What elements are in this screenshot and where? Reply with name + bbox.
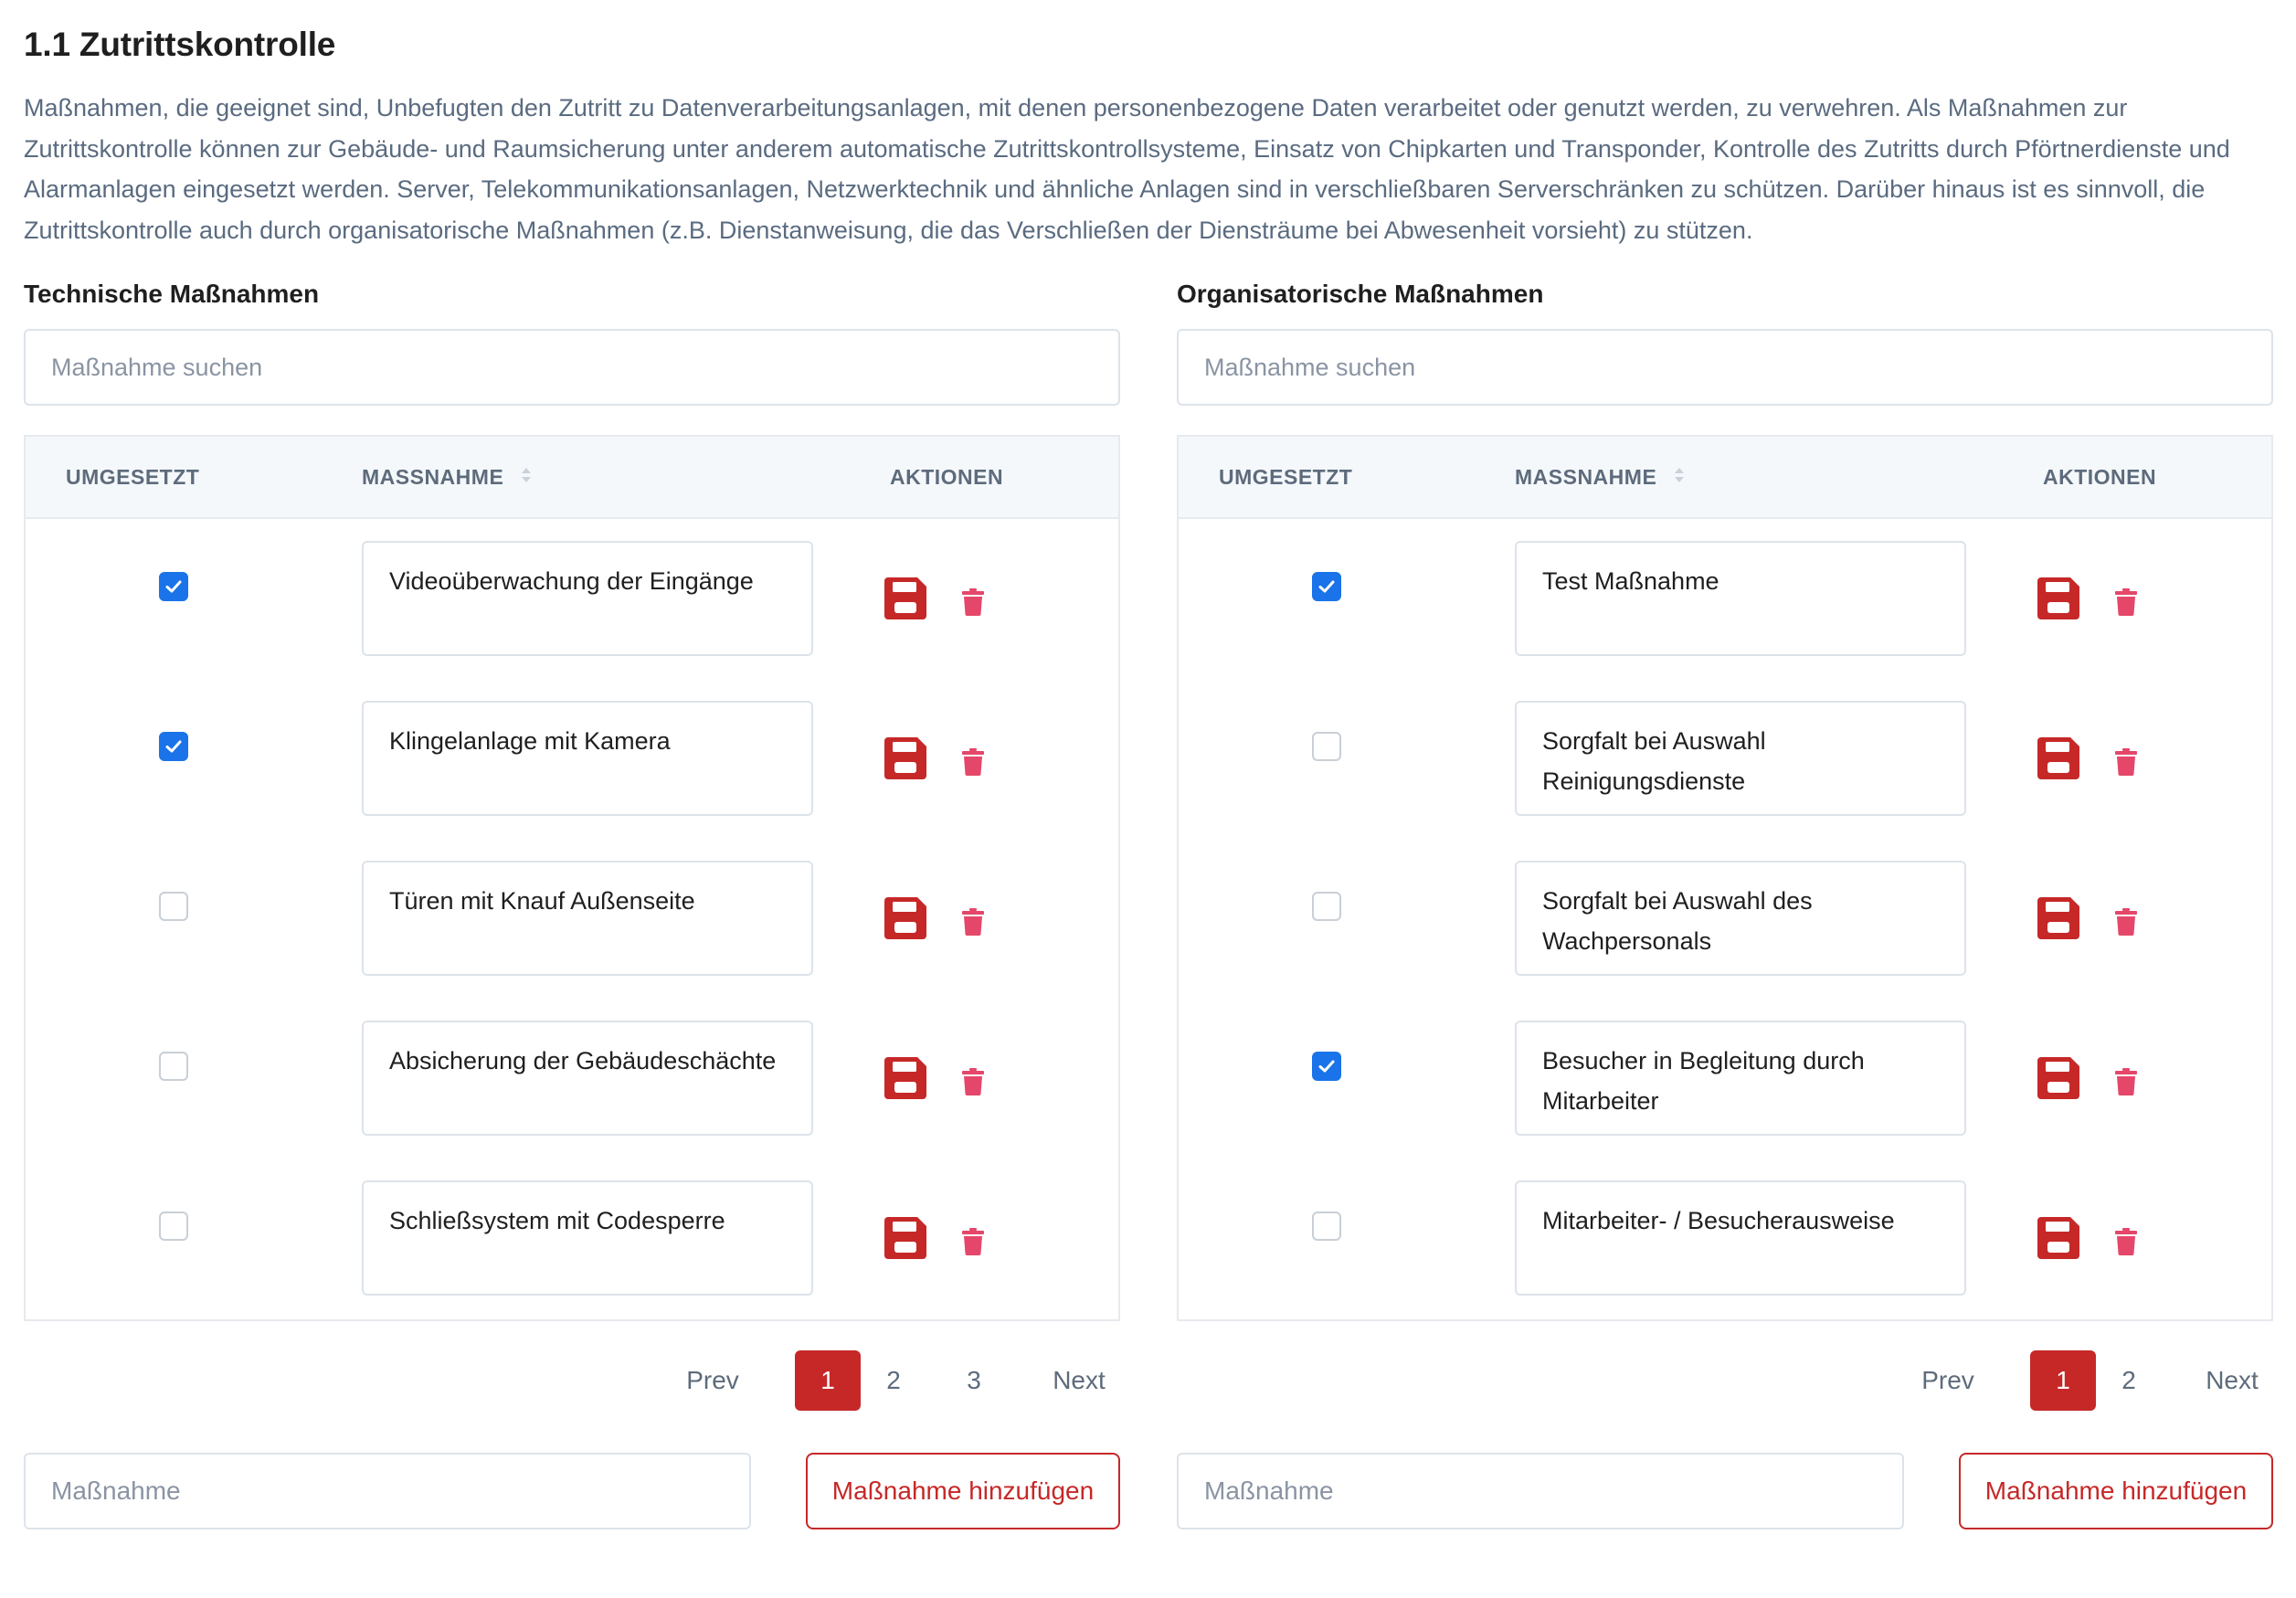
trash-icon[interactable]: [2114, 1068, 2138, 1095]
technical-add-measure-input[interactable]: [24, 1453, 751, 1529]
measure-field[interactable]: Sorgfalt bei Auswahl des Wachpersonals: [1515, 861, 1966, 976]
trash-icon[interactable]: [961, 588, 985, 616]
header-actions: AKTIONEN: [890, 465, 1004, 489]
save-icon[interactable]: [2037, 737, 2079, 779]
table-row: [1179, 519, 2271, 679]
implemented-checkbox[interactable]: [159, 1212, 188, 1241]
table-row: [1179, 679, 2271, 839]
implemented-checkbox[interactable]: [1312, 732, 1341, 761]
table-row: [1179, 999, 2271, 1159]
save-icon[interactable]: [2037, 1217, 2079, 1259]
page-button-2[interactable]: 2: [886, 1366, 901, 1394]
implemented-checkbox[interactable]: [1312, 1212, 1341, 1241]
table-header: [26, 437, 1118, 519]
technical-measures-title: Technische Maßnahmen: [24, 280, 320, 308]
save-icon[interactable]: [2037, 1057, 2079, 1099]
header-measure-label: MASSNAHME: [1515, 465, 1657, 489]
sort-icon[interactable]: [1673, 437, 1686, 517]
table-row: [1179, 1159, 2271, 1318]
trash-icon[interactable]: [961, 1228, 985, 1255]
organisational-search-input[interactable]: [1177, 329, 2273, 406]
table-row: [26, 1159, 1118, 1318]
save-icon[interactable]: [884, 577, 926, 619]
table-header: [1179, 437, 2271, 519]
header-measure-label: MASSNAHME: [362, 465, 504, 489]
section-title: 1.1 Zutrittskontrolle: [24, 26, 336, 63]
header-measure[interactable]: [362, 437, 533, 517]
organisational-measures-table: [1177, 435, 2273, 1321]
organisational-measures-panel: [1177, 274, 2273, 1553]
measure-field[interactable]: Besucher in Begleitung durch Mitarbeiter: [1515, 1021, 1966, 1136]
save-icon[interactable]: [2037, 897, 2079, 939]
save-icon[interactable]: [2037, 577, 2079, 619]
measure-field[interactable]: Videoüberwachung der Eingänge: [362, 541, 813, 656]
measure-field[interactable]: Klingelanlage mit Kamera: [362, 701, 813, 816]
implemented-checkbox[interactable]: [159, 892, 188, 921]
implemented-checkbox[interactable]: [1312, 572, 1341, 601]
header-actions: AKTIONEN: [2043, 465, 2157, 489]
page-button-1[interactable]: 1: [2030, 1350, 2096, 1411]
measure-field[interactable]: Sorgfalt bei Auswahl Reinigungsdienste: [1515, 701, 1966, 816]
trash-icon[interactable]: [2114, 748, 2138, 776]
save-icon[interactable]: [884, 1057, 926, 1099]
implemented-checkbox[interactable]: [159, 732, 188, 761]
save-icon[interactable]: [884, 1217, 926, 1259]
trash-icon[interactable]: [961, 908, 985, 936]
sort-icon[interactable]: [520, 437, 533, 517]
trash-icon[interactable]: [961, 1068, 985, 1095]
prev-button[interactable]: Prev: [1921, 1366, 1974, 1394]
save-icon[interactable]: [884, 737, 926, 779]
header-implemented: UMGESETZT: [66, 465, 200, 489]
implemented-checkbox[interactable]: [159, 1052, 188, 1081]
prev-button[interactable]: Prev: [686, 1366, 739, 1394]
implemented-checkbox[interactable]: [1312, 1052, 1341, 1081]
header-measure[interactable]: [1515, 437, 1686, 517]
organisational-add-measure-input[interactable]: [1177, 1453, 1904, 1529]
technical-measures-panel: [24, 274, 1120, 1553]
implemented-checkbox[interactable]: [159, 572, 188, 601]
page-button-1[interactable]: 1: [795, 1350, 861, 1411]
save-icon[interactable]: [884, 897, 926, 939]
trash-icon[interactable]: [2114, 1228, 2138, 1255]
measure-field[interactable]: Türen mit Knauf Außenseite: [362, 861, 813, 976]
measure-field[interactable]: Test Maßnahme: [1515, 541, 1966, 656]
pagination: [680, 1350, 1120, 1411]
measure-field[interactable]: Schließsystem mit Codesperre: [362, 1180, 813, 1296]
section-description: Maßnahmen, die geeignet sind, Unbefugten den Zutritt zu Datenverarbeitungsanlagen, mit denen personenbezogene Daten verarbeitet oder genutzt werden, zu verwehren. Als Maßnahmen zur Zutrittskontrolle können zur Gebäude- und Raumsicherung unter anderem automatische Zutrittskontrollsysteme, Einsatz von Chipkarten und Transponder, Kontrolle des Zutritts durch Pförtnerdienste und Alarmanlagen eingesetzt werden. Server, Telekommunikationsanlagen, Netzwerktechnik und ähnliche Anlagen sind in verschließbaren Serverschränken zu schützen. Darüber hinaus ist es sinnvoll, die Zutrittskontrolle auch durch organisatorische Maßnahmen (z.B. Dienstanweisung, die das Verschließen der Diensträume bei Abwesenheit vorsieht) zu stützen.: [24, 94, 2230, 244]
technical-measures-table: [24, 435, 1120, 1321]
table-row: [26, 679, 1118, 839]
measure-field[interactable]: Mitarbeiter- / Besucherausweise: [1515, 1180, 1966, 1296]
trash-icon[interactable]: [2114, 588, 2138, 616]
page-button-3[interactable]: 3: [967, 1366, 981, 1394]
technical-search-input[interactable]: [24, 329, 1120, 406]
page-button-2[interactable]: 2: [2121, 1366, 2136, 1394]
implemented-checkbox[interactable]: [1312, 892, 1341, 921]
organisational-add-measure-button[interactable]: Maßnahme hinzufügen: [1959, 1453, 2273, 1529]
table-row: [26, 519, 1118, 679]
table-row: [26, 839, 1118, 999]
table-row: [26, 999, 1118, 1159]
organisational-measures-title: Organisatorische Maßnahmen: [1177, 280, 1544, 308]
next-button[interactable]: Next: [1053, 1366, 1106, 1394]
trash-icon[interactable]: [961, 748, 985, 776]
next-button[interactable]: Next: [2206, 1366, 2259, 1394]
header-implemented: UMGESETZT: [1219, 465, 1353, 489]
measure-field[interactable]: Absicherung der Gebäudeschächte: [362, 1021, 813, 1136]
technical-add-measure-button[interactable]: Maßnahme hinzufügen: [806, 1453, 1120, 1529]
trash-icon[interactable]: [2114, 908, 2138, 936]
pagination: [1915, 1350, 2273, 1411]
table-row: [1179, 839, 2271, 999]
